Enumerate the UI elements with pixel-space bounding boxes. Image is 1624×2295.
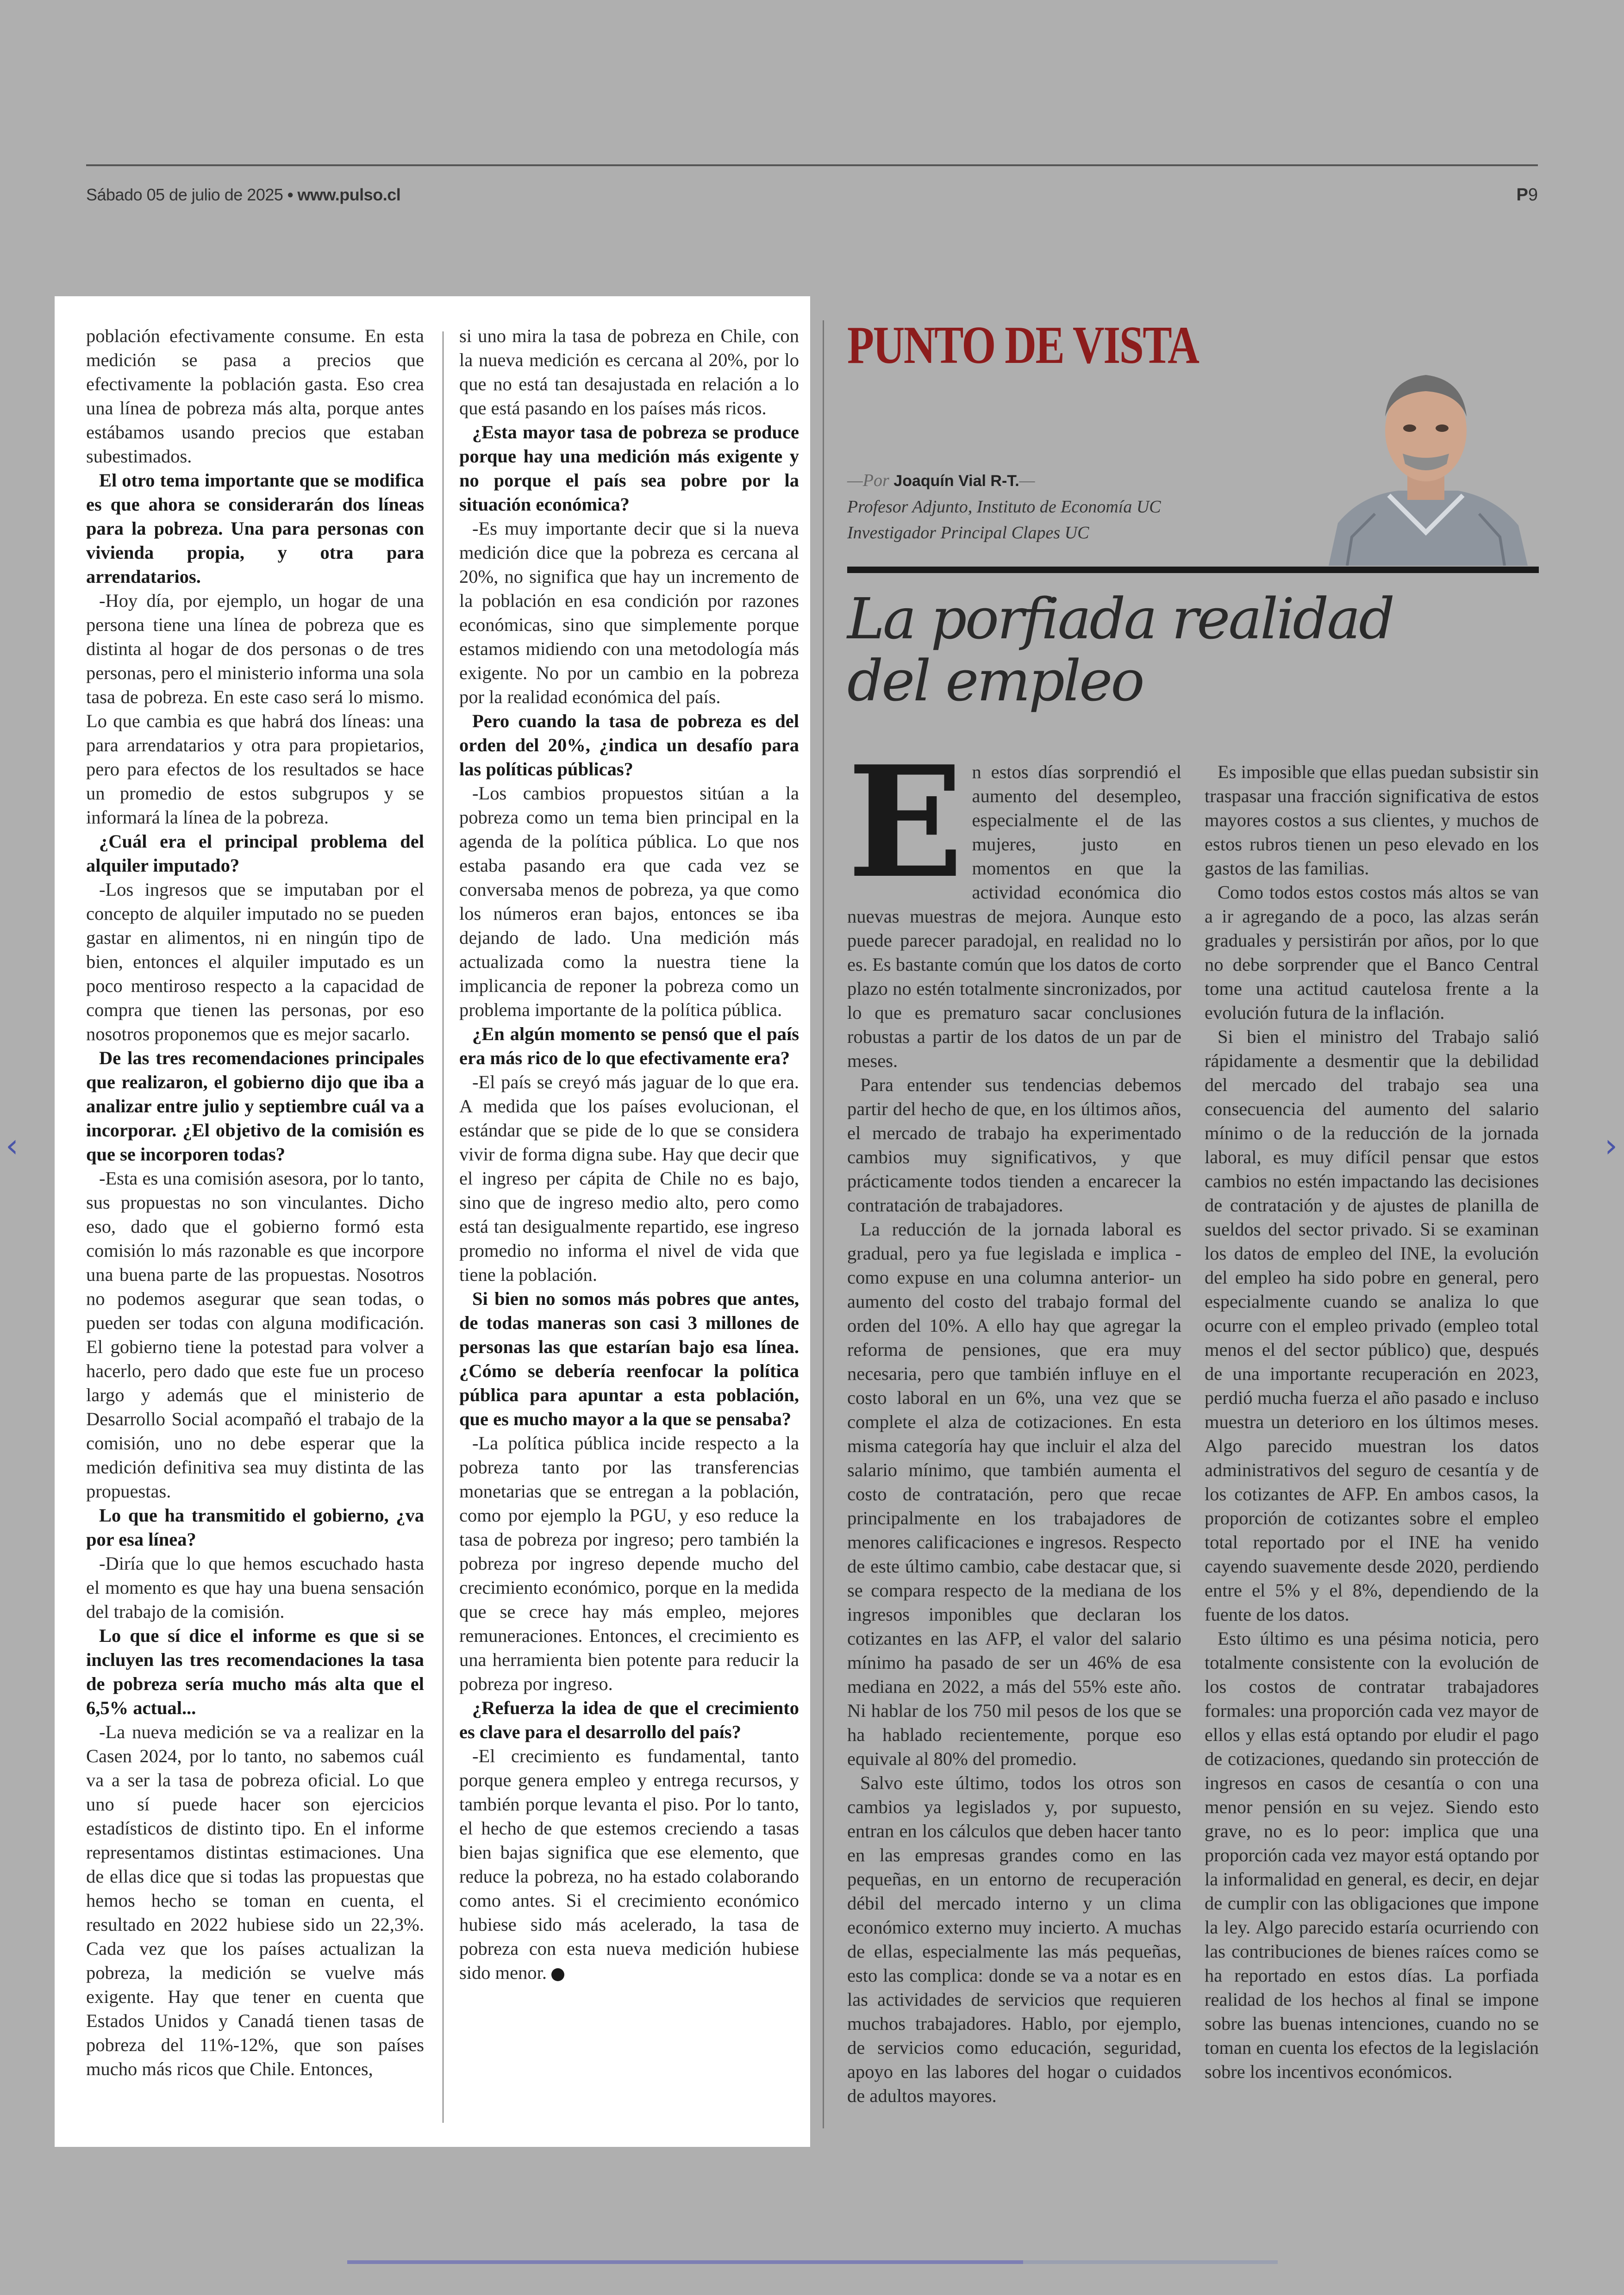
opinion-paragraph: Si bien el ministro del Trabajo salió rápidamente a desmentir que la debilidad del mercado del trabajo sea una consecuencia del aumento del salario mínimo o de la reducción de la jornada laboral, es muy difícil pensar que estos cambios no estén impactando las decisiones de contratación y de ajustes de planilla de sueldos del sector privado. Si se examinan los datos de empleo del INE, la evolución del empleo ha sido pobre en general, pero especialmente cuando se analiza lo que ocurre con el empleo privado (empleo total menos el del sector público) que, después de una importante recuperación en 2023, perdió mucha fuerza el año pasado e incluso muestra un deterioro en los últimos meses. Algo parecido muestran los datos administrativos del seguro de cesantía y de los cotizantes de AFP. En ambos casos, la proporción de cotizantes sobre el empleo total reportado por el INE ha venido cayendo suavemente desde 2020, perdiendo entre el 5% y el 8%, dependiendo de la fuente de los datos. <box>1205 1026 1539 1625</box>
opinion-column-1 <box>847 732 1181 2108</box>
interview-question: Si bien no somos más pobres que antes, de todas maneras son casi 3 millones de personas las que estarían bajo esa línea. ¿Cómo se debería reenfocar la política pública para apuntar a esta población, que es mucho mayor a la que se pensaba? <box>459 1288 799 1429</box>
opinion-paragraph: Esto último es una pésima noticia, pero totalmente consistente con la evolución de los costos de contratar trabajadores formales: una proporción cada vez mayor de ellos y ellas está optando por eludir el pago de cotizaciones, quedando sin protección de ingresos en casos de cesantía o con una menor pensión en su vejez. Siendo esto grave, no es lo peor: implica que una proporción cada vez mayor está optando por la informalidad en general, es decir, en dejar de cumplir con las obligaciones que impone la ley. Algo parecido estaría ocurriendo con las contribuciones de bienes raíces como se ha reportado en estos días. La porfiada realidad de los hechos al final se impone sobre las buenas intenciones, cuando no se toman en cuenta los efectos de la legislación sobre los incentivos económicos. <box>1205 1628 1539 2082</box>
author-name: Joaquín Vial R-T. <box>893 472 1019 490</box>
previous-page-arrow-icon[interactable]: ‹ <box>6 1127 19 1165</box>
byline-suffix: — <box>1019 471 1035 490</box>
opinion-paragraph: Es imposible que ellas puedan subsistir sin traspasar una fracción significativa de estos mayores costos a sus clientes, y muchos de estos rubros tienen un peso elevado en los gastos de las familias. <box>1205 761 1539 879</box>
header-date-text: Sábado 05 de julio de 2025 <box>86 185 283 204</box>
section-kicker: PUNTO DE VISTA <box>847 316 1199 375</box>
header-rule <box>86 164 1538 166</box>
header-site: www.pulso.cl <box>297 185 401 204</box>
opinion-column-2 <box>1205 760 1539 2084</box>
interview-question: ¿Esta mayor tasa de pobreza se produce porque hay una medición más exigente y no porque el país sea pobre por la situación económica? <box>459 422 799 515</box>
interview-answer: -Hoy día, por ejemplo, un hogar de una persona tiene una línea de pobreza que es distinta al hogar de dos personas o de tres personas, pero el ministerio informa una sola tasa de pobreza. En este caso será lo mismo. Lo que cambia es que habrá dos líneas: una para arrendatarios y otra para propietarios, pero para efectos de los resultados se hace un promedio de estos subgrupos y se informará la línea de la pobreza. <box>86 590 424 828</box>
interview-column-1 <box>86 324 424 2081</box>
interview-question: Lo que ha transmitido el gobierno, ¿va por esa línea? <box>86 1505 424 1550</box>
interview-question: ¿Cuál era el principal problema del alquiler imputado? <box>86 831 424 876</box>
opinion-paragraph: Para entender sus tendencias debemos partir del hecho de que, en los últimos años, el mercado de trabajo ha experimentado cambios muy significativos, y que prácticamente todos tienden a encarecer la contratación de trabajadores. <box>847 1074 1181 1216</box>
next-page-arrow-icon[interactable]: › <box>1605 1127 1618 1165</box>
header-separator: • <box>287 185 294 204</box>
interview-answer: -Esta es una comisión asesora, por lo tanto, sus propuestas no son vinculantes. Dicho eso, dado que el gobierno formó esta comisión lo más razonable es que incorpore una buena parte de las propuestas. Nosotros no podemos asegurar que sean todas, o pueden ser todas con alguna modificación. El gobierno tiene la potestad para volver a hacerlo, pero dado que este fue un proceso largo y además que el ministerio de Desarrollo Social acompañó el trabajo de la comisión, uno no debe esperar que la medición definitiva sea muy distinta de las propuestas. <box>86 1168 424 1502</box>
byline-author-line <box>847 468 1161 494</box>
page-number-value: 9 <box>1528 185 1538 205</box>
opinion-paragraph: La reducción de la jornada laboral es gradual, pero ya fue legislada e implica -como expuse en una columna anterior- un aumento del costo del trabajo formal del orden del 10%. A ello hay que agregar la reforma de pensiones, que era muy necesaria, pero que también influye en el costo laboral en un 6%, una vez que se complete el alza de cotizaciones. En esta misma categoría hay que incluir el alza del salario mínimo, que también aumenta el costo de contratación, pero que recae principalmente en los trabajadores de menores calificaciones e ingresos. Respecto de este último cambio, cabe destacar que, si se compara respecto de la mediana de los ingresos imponibles que declaran los cotizantes en las AFP, el valor del salario mínimo ha pasado de ser un 46% de esa mediana en 2022, a más del 55% este año. Ni hablar de los 750 mil pesos de los que se ha hablado recientemente, porque eso equivale al 80% del promedio. <box>847 1219 1181 1769</box>
author-role-2: Investigador Principal Clapes UC <box>847 523 1089 543</box>
byline <box>847 468 1161 546</box>
author-photo <box>1319 343 1535 566</box>
interview-question: ¿En algún momento se pensó que el país era más rico de lo que efectivamente era? <box>459 1023 799 1068</box>
headline-line-2: del empleo <box>847 648 1143 714</box>
author-portrait-image <box>1319 343 1535 566</box>
article-end-mark-icon: P <box>551 1968 564 1981</box>
interview-answer: -La política pública incide respecto a la pobreza tanto por las transferencias monetarias que se entregan a la población, como por ejemplo la PGU, y eso reduce la tasa de pobreza por ingreso; pero también la pobreza por ingreso depende mucho del crecimiento económico, porque en la medida que se crece hay más empleo, mejores remuneraciones. Entonces, el crecimiento es una herramienta bien potente para reducir la pobreza por ingreso. <box>459 1433 799 1694</box>
reading-progress-fill <box>347 2260 1023 2264</box>
opinion-paragraph <box>847 732 1181 1073</box>
section-divider <box>823 320 824 2128</box>
interview-answer: -Diría que lo que hemos escuchado hasta el momento es que hay una buena sensación del trabajo de la comisión. <box>86 1553 424 1622</box>
article-headline <box>847 588 1393 712</box>
page-prefix: P <box>1516 185 1528 205</box>
interview-question: El otro tema importante que se modifica es que ahora se considerarán dos líneas para la pobreza. Una para personas con vivienda propia, y otra para arrendatarios. <box>86 470 424 587</box>
interview-column-2 <box>459 324 799 1985</box>
opinion-paragraph-text: n estos días sorprendió el aumento del desempleo, especialmente el de las mujeres, justo en momentos en que la actividad económica dio nuevas muestras de mejora. Aunque esto puede parecer paradojal, en realidad no lo es. Es bastante común que los datos de corto plazo no estén totalmente sincronizados, por lo que es prematuro sacar conclusiones robustas a partir de los datos de un par de meses. <box>847 761 1181 1071</box>
interview-question: De las tres recomendaciones principales que realizaron, el gobierno dijo que iba a analizar entre julio y septiembre cuál va a incorporar. ¿El objetivo de la comisión es que se incorporen todas? <box>86 1048 424 1165</box>
interview-answer: si uno mira la tasa de pobreza en Chile, con la nueva medición es cercana al 20%, por lo que no está tan desajustada en relación a lo que está pasando en los países más ricos. <box>459 325 799 418</box>
opinion-paragraph: Como todos estos costos más altos se van a ir agregando de a poco, las alzas serán graduales y persistirán por años, por lo que no debe sorprender que el Banco Central tome una actitud cautelosa frente a la evolución futura de la inflación. <box>1205 882 1539 1023</box>
opinion-paragraph: Salvo este último, todos los otros son cambios ya legislados y, por supuesto, entran en los cálculos que deben hacer tanto en las empresas grandes como en las pequeñas, en un entorno de recuperación débil del mercado interno y un clima económico externo muy incierto. A muchas de ellas, especialmente las más pequeñas, esto las complica: donde se va a notar es en las actividades de servicios que requieren muchos trabajadores. Hablo, por ejemplo, de servicios como educación, seguridad, apoyo en las labores del hogar o cuidados de adultos mayores. <box>847 1772 1181 2106</box>
drop-cap: E <box>847 732 964 912</box>
interview-answer: -El crecimiento es fundamental, tanto porque genera empleo y entrega recursos, y también porque levanta el piso. Por lo tanto, el hecho de que estemos creciendo a tasas bien bajas significa que ese elemento, que reduce la pobreza, no ha estado colaborando como antes. Si el crecimiento económico hubiese sido más acelerado, la tasa de pobreza con esta nueva medición hubiese sido menor. P <box>459 1746 799 1983</box>
page-number <box>1517 185 1538 205</box>
author-role-1: Profesor Adjunto, Instituto de Economía UC <box>847 497 1161 517</box>
interview-question: Lo que sí dice el informe es que si se incluyen las tres recomendaciones la tasa de pobreza sería mucho más alta que el 6,5% actual... <box>86 1625 424 1718</box>
interview-answer: -Los ingresos que se imputaban por el concepto de alquiler imputado no se pueden gastar en alimentos, ni en ningún tipo de bien, entonces el alquiler imputado es un poco mentiroso respecto a la capacidad de compra que tienen las personas, por eso nosotros proponemos que es mejor sacarlo. <box>86 879 424 1044</box>
interview-answer: -Es muy importante decir que si la nueva medición dice que la pobreza es cercana al 20%, no significa que hay un incremento de la población en esa condición por razones económicas, sino que simplemente porque estamos midiendo con una metodología más exigente. No por un cambio en la pobreza por la realidad económica del país. <box>459 518 799 707</box>
interview-answer: -Los cambios propuestos sitúan a la pobreza como un tema bien principal en la agenda de la política pública. Lo que nos estaba pasando era que cada vez se conversaba menos de pobreza, ya que como los números eran bajos, entonces se iba dejando de lado. Una medición más actualizada como la nuestra tiene la implicancia de reponer la pobreza como un problema importante de la política pública. <box>459 783 799 1020</box>
interview-answer: -El país se creyó más jaguar de lo que era. A medida que los países evolucionan, el estándar que se pide de lo que se considera vivir de forma digna sube. Hay que decir que el ingreso per cápita de Chile no es bajo, sino que de ingreso medio alto, pero como está tan desigualmente repartido, ese ingreso promedio no informa el nivel de vida que tiene la población. <box>459 1072 799 1285</box>
header-date <box>86 185 400 205</box>
interview-question: Pero cuando la tasa de pobreza es del orden del 20%, ¿indica un desafío para las políticas públicas? <box>459 711 799 780</box>
interview-answer: población efectivamente consume. En esta medición se pasa a precios que efectivamente la población gasta. Eso crea una línea de pobreza más alta, porque antes estábamos usando precios que estaban subestimados. <box>86 325 424 467</box>
headline-line-1: La porfiada realidad <box>847 586 1393 652</box>
interview-answer: -La nueva medición se va a realizar en la Casen 2024, por lo tanto, no sabemos cuál va a ser la tasa de pobreza oficial. Lo que uno sí puede hacer son ejercicios estadísticos de distinto tipo. En el informe representamos distintas estimaciones. Una de ellas dice que si todas las propuestas que hemos hecho se toman en cuenta, el resultado en 2022 hubiese sido un 22,3%. Cada vez que los países actualizan la pobreza, la medición se vuelve más exigente. Hay que tener en cuenta que Estados Unidos y Canadá tienen tasas de pobreza del 11%-12%, que son países mucho más ricos que Chile. Entonces, <box>86 1721 424 2079</box>
interview-question: ¿Refuerza la idea de que el crecimiento es clave para el desarrollo del país? <box>459 1697 799 1742</box>
byline-prefix: —Por <box>847 471 889 490</box>
headline-rule <box>847 567 1539 573</box>
